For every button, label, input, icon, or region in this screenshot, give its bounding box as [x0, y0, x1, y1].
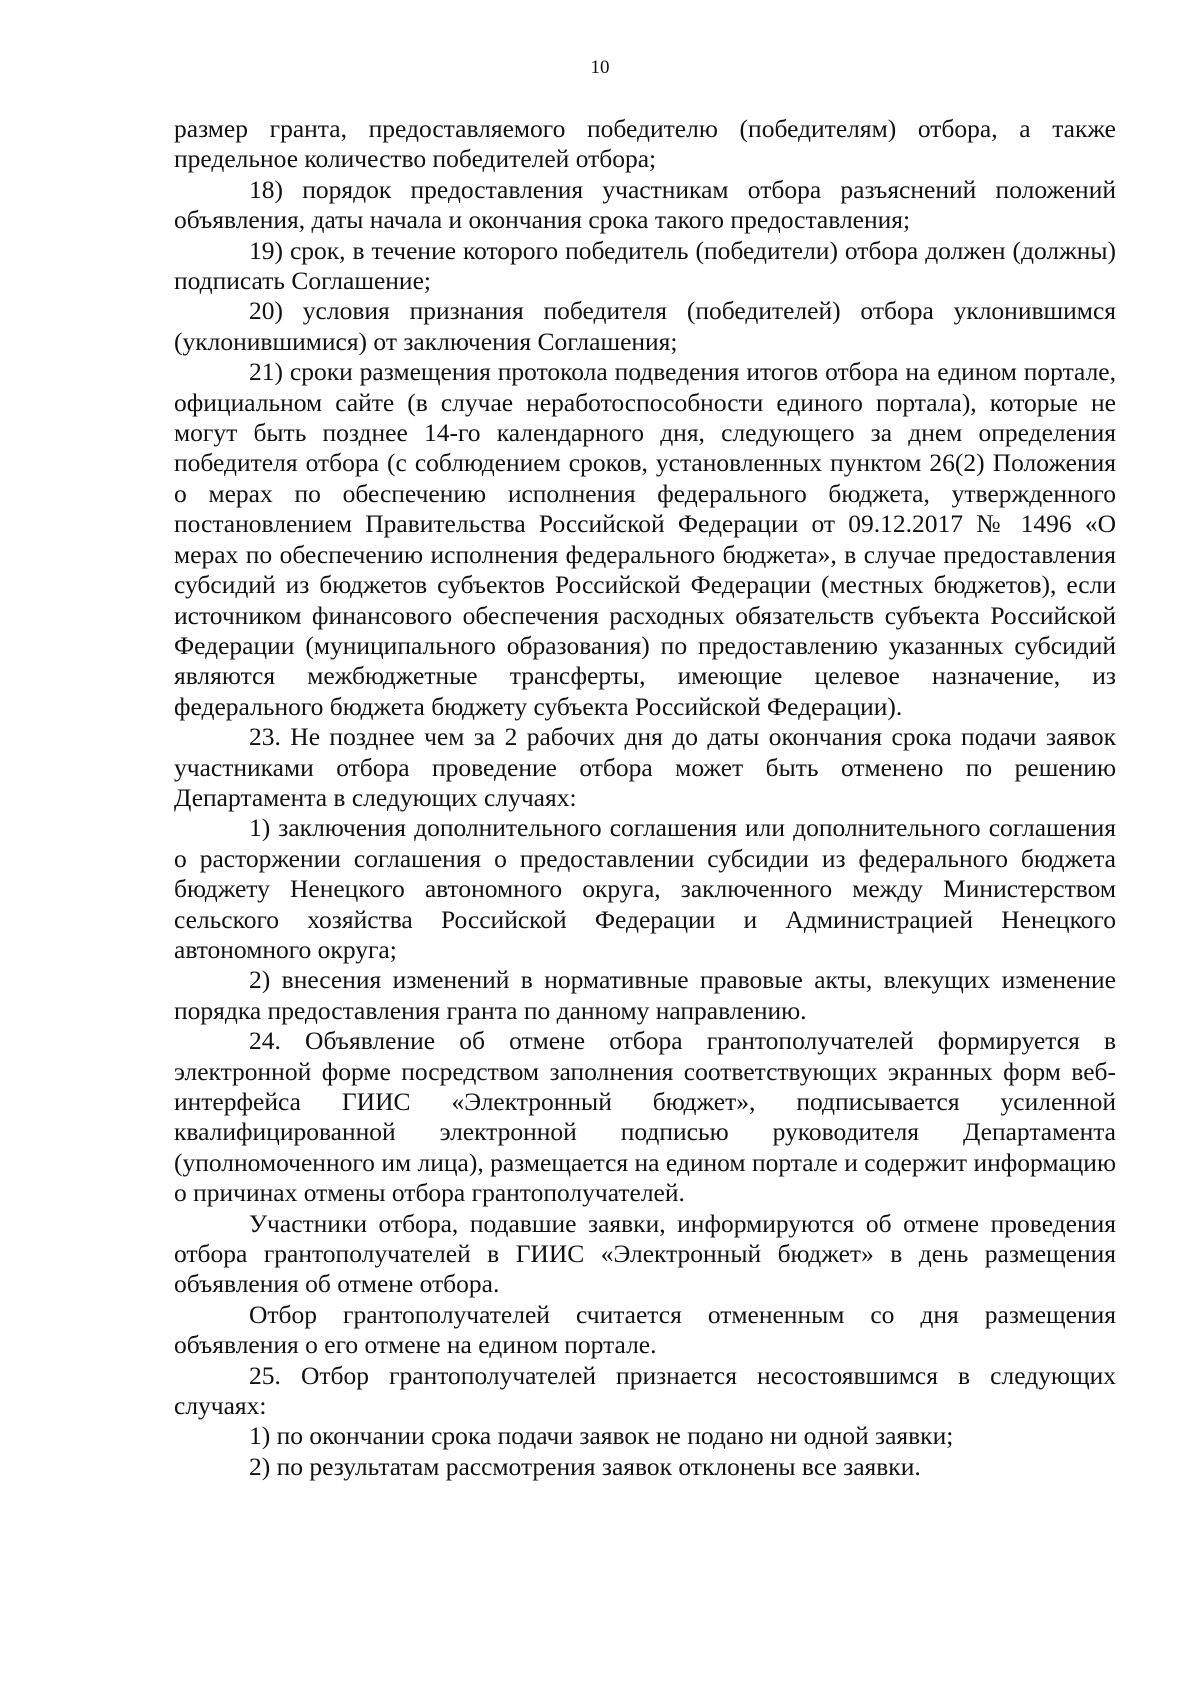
paragraph-section-25-item-1: 1) по окончании срока подачи заявок не подано ни одной заявки;: [249, 1421, 954, 1451]
paragraph-section-23-item-2: 2) внесения изменений в нормативные правовые акты, влекущих изменение порядка предоставления гранта по данному направлению.: [174, 965, 1116, 1025]
paragraph-participants-notice: Участники отбора, подавшие заявки, информируются об отмене проведения отбора грантополучателей в ГИИС «Электронный бюджет» в день размещения объявления об отмене отбора.: [174, 1208, 1116, 1299]
paragraph-cancellation-effective: Отбор грантополучателей считается отмененным со дня размещения объявления о его отмене на едином портале.: [174, 1299, 1116, 1360]
document-body: [174, 114, 1116, 1482]
paragraph-item-19: 19) срок, в течение которого победитель (победители) отбора должен (должны) подписать Соглашение;: [174, 235, 1116, 296]
paragraph-section-25: 25. Отбор грантополучателей признается несостоявшимся в следующих случаях:: [174, 1360, 1116, 1421]
page-number: 10: [590, 57, 610, 78]
paragraph-item-18: 18) порядок предоставления участникам отбора разъяснений положений объявления, даты начала и окончания срока такого предоставления;: [174, 174, 1116, 235]
paragraph-grant-size: размер гранта, предоставляемого победителю (победителям) отбора, а также предельное количество победителей отбора;: [174, 114, 1116, 174]
paragraph-section-25-item-2: 2) по результатам рассмотрения заявок отклонены все заявки.: [249, 1451, 921, 1481]
paragraph-item-20: 20) условия признания победителя (победителей) отбора уклонившимся (уклонившимися) от заключения Соглашения;: [174, 296, 1116, 356]
paragraph-section-24: 24. Объявление об отмене отбора грантополучателей формируется в электронной форме посредством заполнения соответствующих экранных форм веб-интерфейса ГИИС «Электронный бюджет», подписывается усиленной квалифицированной электронной подписью руководителя Департамента (уполномоченного им лица), размещается на едином портале и содержит информацию о причинах отмены отбора грантополучателей.: [174, 1026, 1116, 1208]
paragraph-item-21: 21) сроки размещения протокола подведения итогов отбора на едином портале, официальном сайте (в случае неработоспособности единого портала), которые не могут быть позднее 14-го календарного дня, следующего за днем определения победителя отбора (с соблюдением сроков, установленных пунктом 26(2) Положения о мерах по обеспечению исполнения федерального бюджета, утвержденного постановлением Правительства Российской Федерации от 09.12.2017 № 1496 «О мерах по обеспечению исполнения федерального бюджета», в случае предоставления субсидий из бюджетов субъектов Российской Федерации (местных бюджетов), если источником финансового обеспечения расходных обязательств субъекта Российской Федерации (муниципального образования) по предоставлению указанных субсидий являются межбюджетные трансферты, имеющие целевое назначение, из федерального бюджета бюджету субъекта Российской Федерации).: [174, 357, 1116, 721]
paragraph-section-23: 23. Не позднее чем за 2 рабочих дня до даты окончания срока подачи заявок участниками отбора проведение отбора может быть отменено по решению Департамента в следующих случаях:: [174, 722, 1116, 812]
paragraph-section-23-item-1: 1) заключения дополнительного соглашения или дополнительного соглашения о расторжении соглашения о предоставлении субсидии из федерального бюджета бюджету Ненецкого автономного округа, заключенного между Министерством сельского хозяйства Российской Федерации и Администрацией Ненецкого автономного округа;: [174, 813, 1116, 964]
